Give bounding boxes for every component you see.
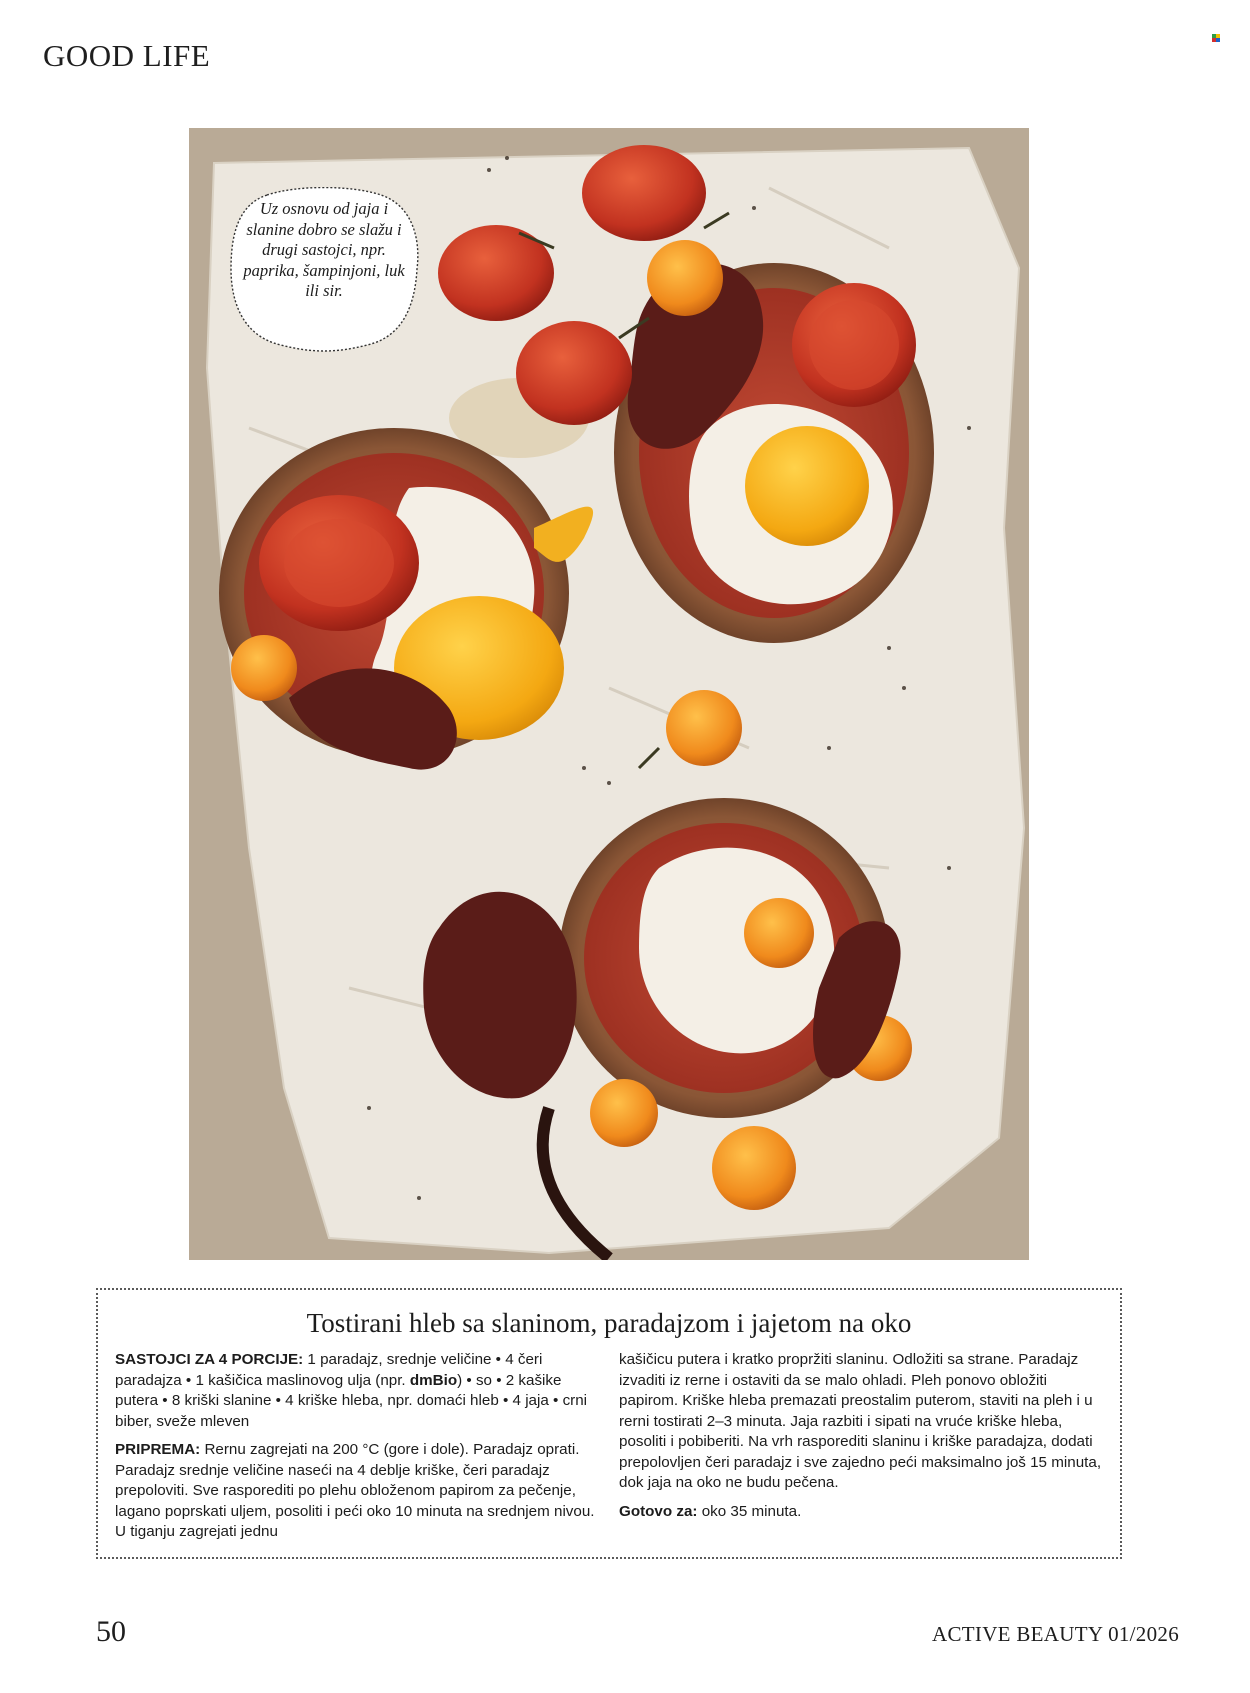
- ingredients-label: SASTOJCI ZA 4 PORCIJE:: [115, 1351, 304, 1368]
- toast-top-right: [614, 263, 934, 643]
- preparation-continued: kašičicu putera i kratko propržiti slaninu. Odložiti sa strane. Paradajz izvaditi iz rerne i ostaviti da se malo ohladi. Pleh ponovo obložiti papirom. Kriške hleba premazati preostalim puterom, staviti na pleh i u rerni tostirati 2–3 minuta. Jaja razbiti i sipati na vruće kriške hleba, posoliti i pobiberiti. Na vrh rasporediti slaninu i kriške paradajza, dodati prepolovljen čeri paradajz i sve zajedno peći maksimalno još 15 minuta, dok jaja na oko ne budu pečena.: [619, 1351, 1102, 1491]
- ingredients-brand: dmBio: [409, 1371, 458, 1389]
- tip-text: Uz osnovu od jaja i slanine dobro se slažu i drugi sastojci, npr. paprika, šampinjoni, luk ili sir.: [243, 199, 405, 300]
- recipe-box: [96, 1288, 1122, 1559]
- preparation-label: PRIPREMA:: [115, 1441, 201, 1458]
- ingredients-text: 1 paradajz, srednje veličine • 4 čeri paradajza • 1 kašičica maslinovog ulja (npr.: [115, 1351, 543, 1389]
- recipe-title: Tostirani hleb sa slaninom, paradajzom i jajetom na oko: [306, 1308, 912, 1338]
- preparation-paragraph: [115, 1440, 595, 1543]
- page-number: 50: [96, 1615, 126, 1648]
- ingredients-text-end: ) • so • 2 kašike putera • 8 kriški slanine • 4 kriške hleba, npr. domaći hleb • 4 jaja • crni biber, sveže mleven: [115, 1371, 588, 1430]
- ready-time-value: oko 35 minuta.: [697, 1502, 802, 1520]
- magazine-issue: ACTIVE BEAUTY 01/2026: [932, 1622, 1179, 1646]
- preparation-text: Rernu zagrejati na 200 °C (gore i dole). Paradajz oprati. Paradajz srednje veličine naseći na 4 deblje kriške, čeri paradajz prepoloviti. Sve rasporediti po plehu obloženom papirom za pečenje, lagano poprskati uljem, posoliti i peći oko 10 minuta na srednjem nivou. U tiganju zagrejati jednu: [115, 1441, 595, 1540]
- recipe-column-left: [115, 1350, 595, 1551]
- section-title: GOOD LIFE: [43, 38, 211, 73]
- ingredients-paragraph: [115, 1350, 595, 1432]
- ready-time-paragraph: [619, 1502, 1109, 1523]
- tip-bubble: [227, 187, 421, 353]
- color-mark-icon: [1212, 34, 1220, 42]
- ready-time-label: Gotovo za:: [619, 1502, 698, 1520]
- recipe-column-right: [619, 1350, 1109, 1530]
